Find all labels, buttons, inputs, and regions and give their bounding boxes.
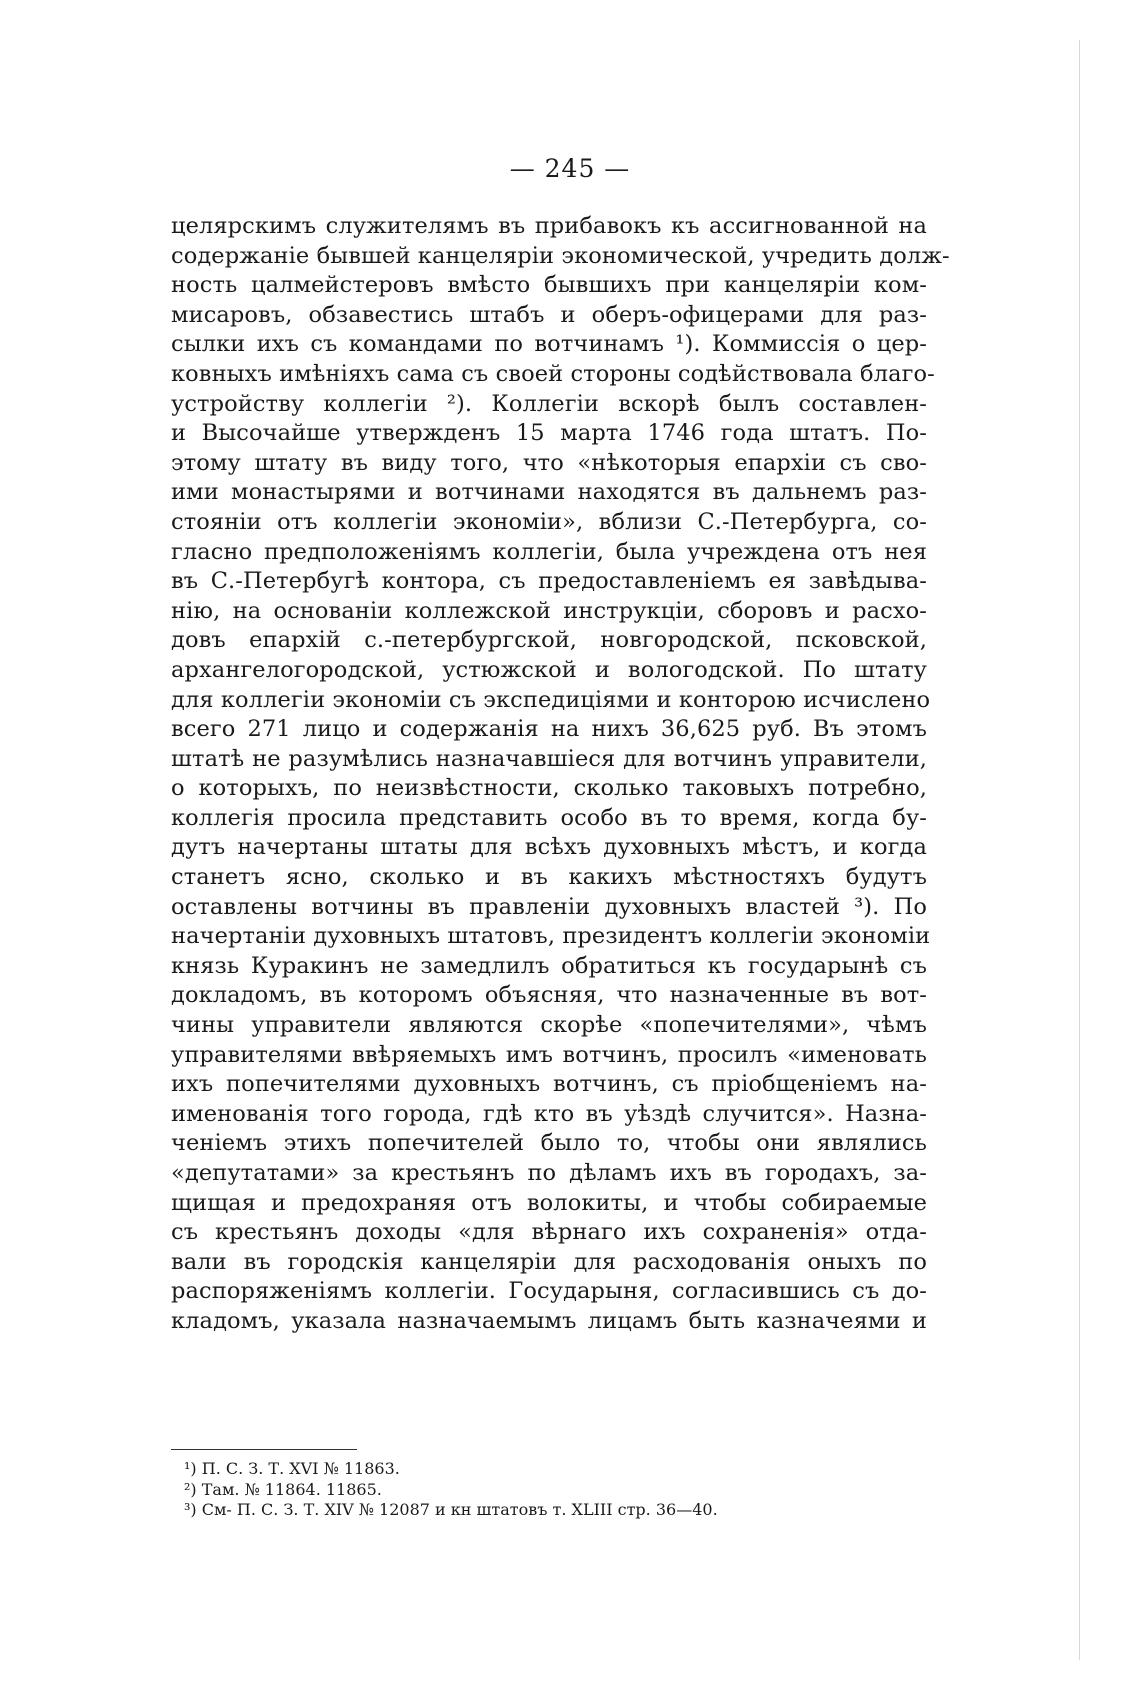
text-line: о которыхъ, по неизвѣстности, сколько таковыхъ потребно, [171, 775, 927, 802]
text-line: съ крестьянъ доходы «для вѣрнаго ихъ сохраненія» отда- [171, 1219, 927, 1246]
text-line: вали въ городскія канцеляріи для расходованія оныхъ по [171, 1248, 927, 1275]
footnote-mark: ¹) [184, 1459, 197, 1478]
footnotes [184, 1459, 944, 1521]
text-line: «депутатами» за крестьянъ по дѣламъ ихъ въ городахъ, за- [171, 1160, 927, 1186]
footnote-mark: ³) [184, 1500, 197, 1519]
footnote-text: П. С. З. Т. XVI № 11863. [196, 1459, 400, 1478]
text-line: ими монастырями и вотчинами находятся въ дальнемъ раз- [171, 479, 927, 506]
text-line: сылки ихъ съ командами по вотчинамъ ¹). Коммиссія о цер- [171, 331, 927, 358]
text-line: оставлены вотчины въ правленіи духовныхъ властей ³). По [171, 893, 927, 920]
text-line: распоряженіямъ коллегіи. Государыня, согласившись съ до- [171, 1278, 927, 1305]
text-line: ковныхъ имѣніяхъ сама съ своей стороны содѣйствовала благо- [171, 360, 935, 387]
text-line: и Высочайше утвержденъ 15 марта 1746 года штатъ. По- [171, 420, 927, 447]
text-line: ность цалмейстеровъ вмѣсто бывшихъ при канцеляріи ком- [171, 272, 927, 299]
text-line: станетъ ясно, сколько и въ какихъ мѣстностяхъ будутъ [171, 864, 927, 891]
text-line: нію, на основаніи коллежской инструкціи, сборовъ и расхо- [171, 597, 927, 624]
text-line: этому штату въ виду того, что «нѣкоторыя епархіи съ сво- [171, 449, 927, 476]
footnote [184, 1500, 944, 1521]
text-line: ченіемъ этихъ попечителей было то, чтобы они являлись [171, 1130, 927, 1157]
text-line: содержаніе бывшей канцеляріи экономической, учредить долж- [171, 242, 950, 269]
text-line: коллегія просила представить особо въ то время, когда бу- [171, 804, 927, 831]
text-line: князь Куракинъ не замедлилъ обратиться къ государынѣ съ [171, 952, 927, 979]
text-line: штатѣ не разумѣлись назначавшіеся для вотчинъ управители, [171, 745, 927, 772]
footnote-text: Там. № 11864. 11865. [196, 1479, 382, 1499]
footnote-text: См- П. С. З. Т. XIV № 12087 и кн штатовъ т. XLIII стр. 36—40. [196, 1500, 718, 1519]
page-edge-line [1079, 40, 1080, 1660]
text-line: всего 271 лицо и содержанія на нихъ 36,625 руб. Въ этомъ [171, 716, 927, 743]
main-text [171, 212, 950, 1337]
text-line: въ С.-Петербугѣ контора, съ предоставленіемъ ея завѣдыва- [171, 568, 927, 595]
text-line: довъ епархій с.-петербургской, новгородской, псковской, [171, 627, 927, 654]
text-line: начертаніи духовныхъ штатовъ, президентъ коллегіи экономіи [171, 923, 931, 950]
text-line: целярскимъ служителямъ въ прибавокъ къ ассигнованной на [171, 213, 927, 239]
text-line: докладомъ, въ которомъ объясняя, что назначенные въ вот- [171, 982, 927, 1009]
text-line: мисаровъ, обзавестись штабъ и оберъ-офицерами для раз- [171, 301, 927, 328]
text-line: архангелогородской, устюжской и вологодской. По штату [171, 656, 927, 683]
text-line: устройству коллегіи ²). Коллегіи вскорѣ былъ составлен- [171, 390, 927, 417]
text-line: дутъ начертаны штаты для всѣхъ духовныхъ мѣстъ, и когда [171, 834, 927, 861]
text-line: гласно предположеніямъ коллегіи, была учреждена отъ нея [171, 538, 927, 565]
text-line: стояніи отъ коллегіи экономіи», вблизи С.-Петербурга, со- [171, 508, 927, 535]
page-number: — 245 — [509, 154, 631, 183]
footnote-mark: ²) [184, 1479, 197, 1499]
footnote [184, 1459, 944, 1480]
footnote-separator [171, 1449, 357, 1450]
text-line: щищая и предохраняя отъ волокиты, и чтобы собираемые [171, 1189, 927, 1216]
text-line: кладомъ, указала назначаемымъ лицамъ быть казначеями и [171, 1307, 927, 1334]
text-line: для коллегіи экономіи съ экспедиціями и конторою исчислено [171, 686, 931, 713]
footnote [184, 1480, 944, 1501]
text-line: чины управители являются скорѣе «попечителями», чѣмъ [171, 1012, 927, 1039]
text-line: ихъ попечителями духовныхъ вотчинъ, съ пріобщеніемъ на- [171, 1071, 927, 1098]
text-line: именованія того города, гдѣ кто въ уѣздѣ случится». Назна- [171, 1100, 927, 1127]
text-line: управителями ввѣряемыхъ имъ вотчинъ, просилъ «именовать [171, 1041, 927, 1068]
